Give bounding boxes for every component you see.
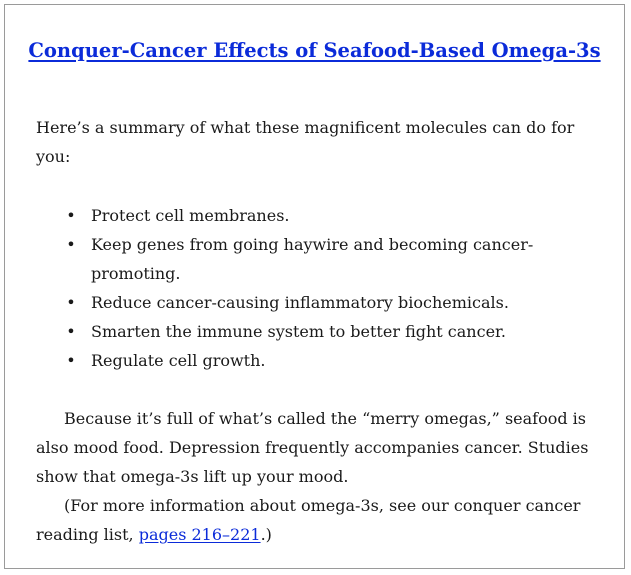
list-item — [36, 317, 596, 346]
list-item — [36, 288, 596, 317]
list-item-text: Keep genes from going haywire and becoming cancer-promoting. — [91, 235, 534, 283]
list-item — [36, 201, 596, 230]
page-title-link[interactable]: Conquer-Cancer Effects of Seafood-Based Omega-3s — [28, 39, 601, 62]
pages-link[interactable]: pages 216–221 — [138, 525, 261, 544]
list-item-text: Regulate cell growth. — [91, 351, 266, 370]
bullet-icon: • — [66, 293, 76, 312]
bullet-icon: • — [66, 322, 76, 341]
intro-text: Here’s a summary of what these magnificent molecules can do for you: — [36, 118, 575, 166]
list-item-text: Smarten the immune system to better fight cancer. — [91, 322, 507, 341]
content-box — [4, 4, 625, 569]
bullet-icon: • — [66, 351, 76, 370]
bullet-icon: • — [66, 206, 76, 225]
reading-list-text: (For more information about omega-3s, see our conquer cancer reading list, — [36, 496, 581, 544]
bullet-icon: • — [66, 235, 76, 254]
mood-food-paragraph: Because it’s full of what’s called the “merry omegas,” seafood is also mood food. Depression frequently accompanies cancer. Studies show that omega-3s lift up your mood. — [36, 409, 589, 486]
benefits-list — [36, 201, 596, 375]
reading-list-paragraph — [36, 491, 608, 549]
list-item — [36, 230, 596, 288]
reading-list-closing: .) — [260, 525, 272, 544]
list-item — [36, 346, 596, 375]
list-item-text: Reduce cancer-causing inflammatory biochemicals. — [91, 293, 509, 312]
list-item-text: Protect cell membranes. — [91, 206, 290, 225]
